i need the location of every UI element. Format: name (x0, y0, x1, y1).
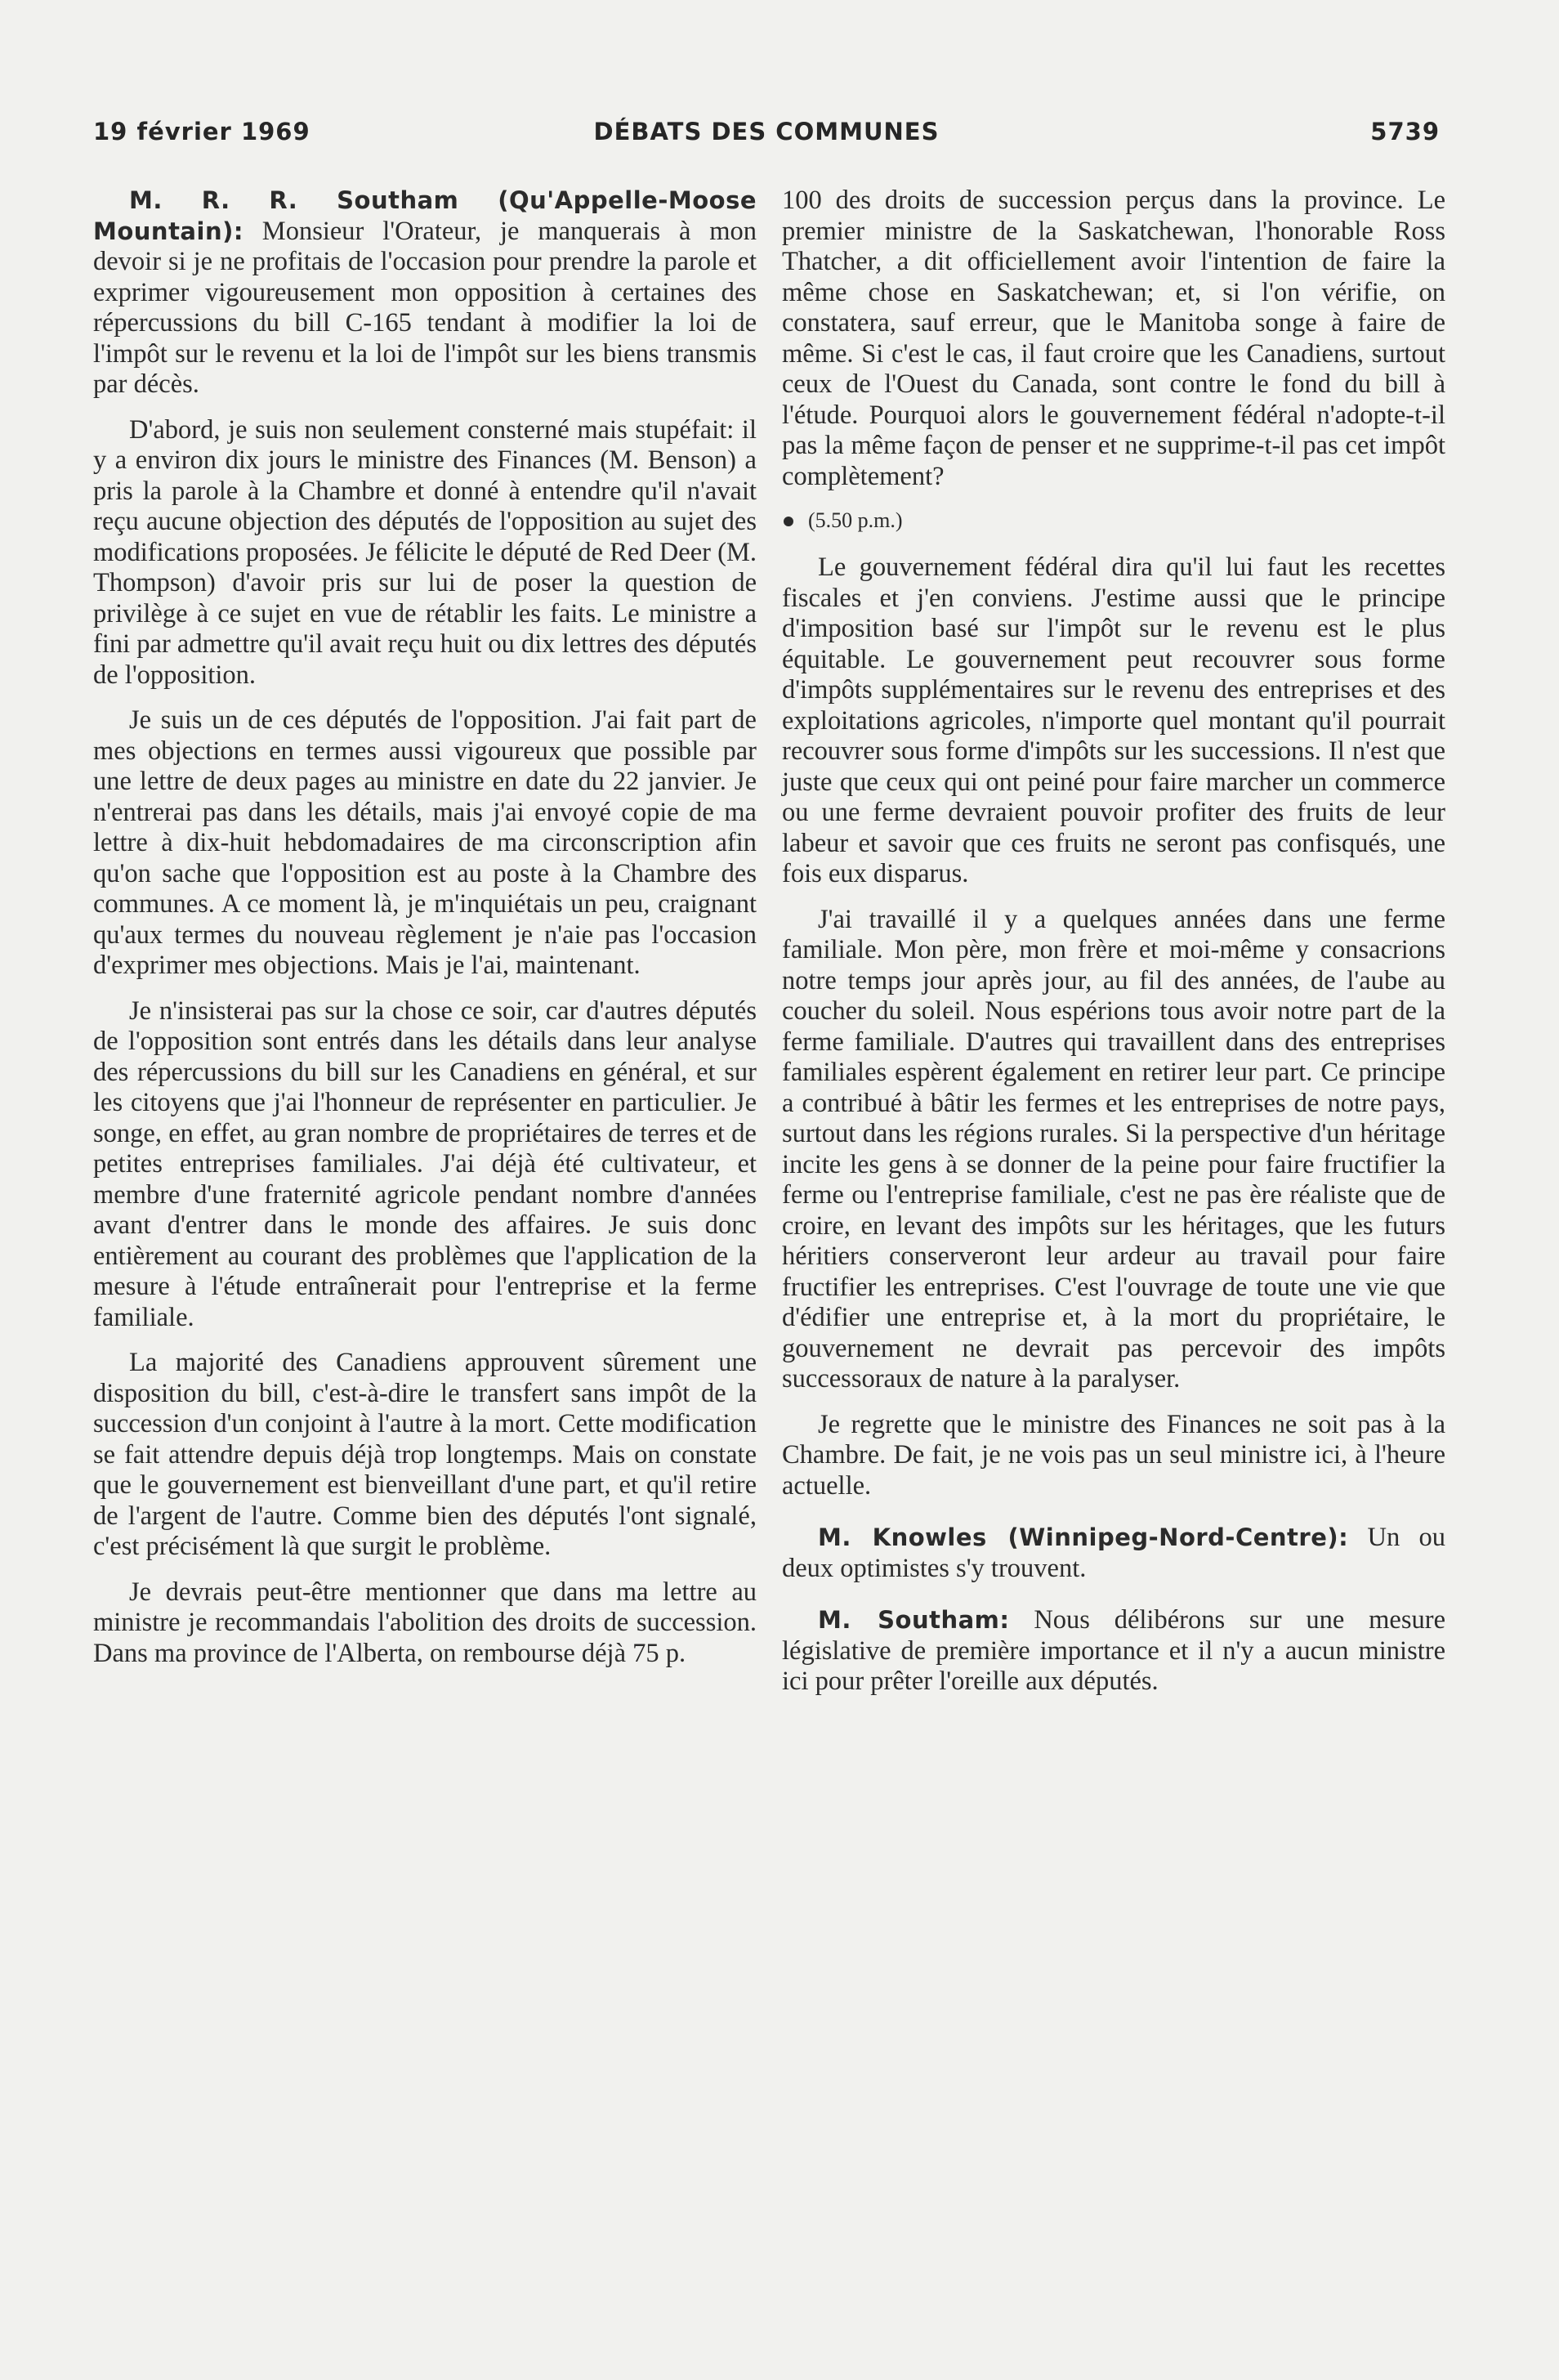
speech-paragraph (782, 1605, 1445, 1698)
paragraph: La majorité des Canadiens approuvent sûrement une disposition du bill, c'est-à-dire le transfert sans impôt de la succession d'un conjoint à l'autre à la mort. Cette modification se fait attendre depuis déjà trop longtemps. Mais on constate que le gouvernement est bienveillant d'une part, et qu'il retire de l'argent de l'autre. Comme bien des députés l'ont signalé, c'est précisément là que surgit le problème. (93, 1348, 757, 1561)
running-head (93, 118, 1440, 159)
speaker-name: M. Southam: (818, 1606, 1010, 1634)
time-marker-text: (5.50 p.m.) (808, 508, 903, 532)
header-title: DÉBATS DES COMMUNES (593, 118, 940, 145)
paragraph: Je devrais peut-être mentionner que dans ma lettre au ministre je recommandais l'abolition des droits de succession. Dans ma province de l'Alberta, on rembourse déjà 75 p. (93, 1577, 757, 1668)
left-column (93, 186, 757, 1684)
paragraph: Je n'insisterai pas sur la chose ce soir, car d'autres députés de l'opposition sont entrés dans les détails dans leur analyse des répercussions du bill sur les Canadiens en général, et sur les citoyens que j'ai l'honneur de représenter en particulier. Je songe, en effet, au gran nombre de propriétaires de terres et de petites entreprises familiales. J'ai déjà été cultivateur, et membre d'une fraternité agricole pendant nombre d'années avant d'entrer dans le monde des affaires. Je suis donc entièrement au courant des problèmes que l'application de la mesure à l'étude entraînerait pour l'entreprise et la ferme familiale. (93, 995, 757, 1332)
bullet-icon (784, 517, 793, 526)
speaker-name: M. R. R. Southam (Qu'Appelle-Moose Mountain): (93, 186, 757, 245)
paragraph-text: Un ou deux optimistes s'y trouvent. (782, 1523, 1445, 1583)
page-number: 5739 (1370, 118, 1440, 145)
header-date: 19 février 1969 (93, 118, 310, 145)
speech-paragraph (782, 1523, 1445, 1584)
paragraph: Je regrette que le ministre des Finances ne soit pas à la Chambre. De fait, je ne vois pas un seul ministre ici, à l'heure actuelle. (782, 1409, 1445, 1501)
paragraph: Je suis un de ces députés de l'opposition. J'ai fait part de mes objections en termes aussi vigoureux que possible par une lettre de deux pages au ministre en date du 22 janvier. Je n'entrerai pas dans les détails, mais j'ai envoyé copie de ma lettre à dix-huit hebdomadaires de ma circonscription afin qu'on sache que l'opposition est au poste à la Chambre des communes. A ce moment là, je m'inquiétais un peu, craignant qu'aux termes du nouveau règlement je n'aie pas l'occasion d'exprimer mes objections. Mais je l'ai, maintenant. (93, 705, 757, 980)
time-marker (782, 507, 1445, 535)
paragraph: J'ai travaillé il y a quelques années dans une ferme familiale. Mon père, mon frère et moi-même y consacrions notre temps jour après jour, au fil des années, de l'aube au coucher du soleil. Nous espérions tous avoir notre part de la ferme familiale. D'autres qui travaillent dans des entreprises familiales espèrent également en retirer leur part. Ce principe a contribué à bâtir les fermes et les entreprises de notre pays, surtout dans les régions rurales. Si la perspective d'un héritage incite les gens à se donner de la peine pour faire fructifier la ferme ou l'entreprise familiale, c'est ne pas ère réaliste que de croire, en levant des impôts sur les héritages, que les futurs héritiers conserveront leur ardeur au travail pour faire fructifier les entreprises. C'est l'ouvrage de toute une vie que d'édifier une entreprise et, à la mort du propriétaire, le gouvernement ne devrait pas percevoir des impôts successoraux de nature à la paralyser. (782, 904, 1445, 1394)
right-column (782, 186, 1445, 1712)
speech-paragraph (93, 186, 757, 400)
speaker-name: M. Knowles (Winnipeg-Nord-Centre): (818, 1523, 1349, 1551)
paragraph-text: Nous délibérons sur une mesure législative de première importance et il n'y a aucun ministre ici pour prêter l'oreille aux députés. (782, 1605, 1446, 1696)
paragraph: 100 des droits de succession perçus dans la province. Le premier ministre de la Saskatchewan, l'honorable Ross Thatcher, a dit officiellement avoir l'intention de faire la même chose en Saskatchewan; et, si l'on vérifie, on constatera, sauf erreur, que le Manitoba songe à faire de même. Si c'est le cas, il faut croire que les Canadiens, surtout ceux de l'Ouest du Canada, sont contre le fond du bill à l'étude. Pourquoi alors le gouvernement fédéral n'adopte-t-il pas la même façon de penser et ne supprime-t-il pas cet impôt complètement? (782, 186, 1445, 491)
paragraph: Le gouvernement fédéral dira qu'il lui faut les recettes fiscales et j'en conviens. J'estime aussi que le principe d'imposition basé sur l'impôt sur le revenu est le plus équitable. Le gouvernement peut recouvrer sous forme d'impôts supplémentaires sur le revenu des entreprises et des exploitations agricoles, n'importe quel montant qu'il pourrait recouvrer sous forme d'impôts sur les successions. Il n'est que juste que ceux qui ont peiné pour faire marcher un commerce ou une ferme devraient pouvoir profiter des fruits de leur labeur et savoir que ces fruits ne seront pas confisqués, une fois eux disparus. (782, 552, 1445, 888)
paragraph-text: Monsieur l'Orateur, je manquerais à mon devoir si je ne profitais de l'occasion pour prendre la parole et exprimer vigoureusement mon opposition à certaines des répercussions du bill C-165 tendant à modifier la loi de l'impôt sur le revenu et la loi de l'impôt sur les biens transmis par décès. (93, 216, 757, 399)
paragraph: D'abord, je suis non seulement consterné mais stupéfait: il y a environ dix jours le ministre des Finances (M. Benson) a pris la parole à la Chambre et donné à entendre qu'il n'avait reçu aucune objection des députés de l'opposition au sujet des modifications proposées. Je félicite le député de Red Deer (M. Thompson) d'avoir pris sur lui de poser la question de privilège à ce sujet en vue de rétablir les faits. Le ministre a fini par admettre qu'il avait reçu huit ou dix lettres des députés de l'opposition. (93, 414, 757, 690)
